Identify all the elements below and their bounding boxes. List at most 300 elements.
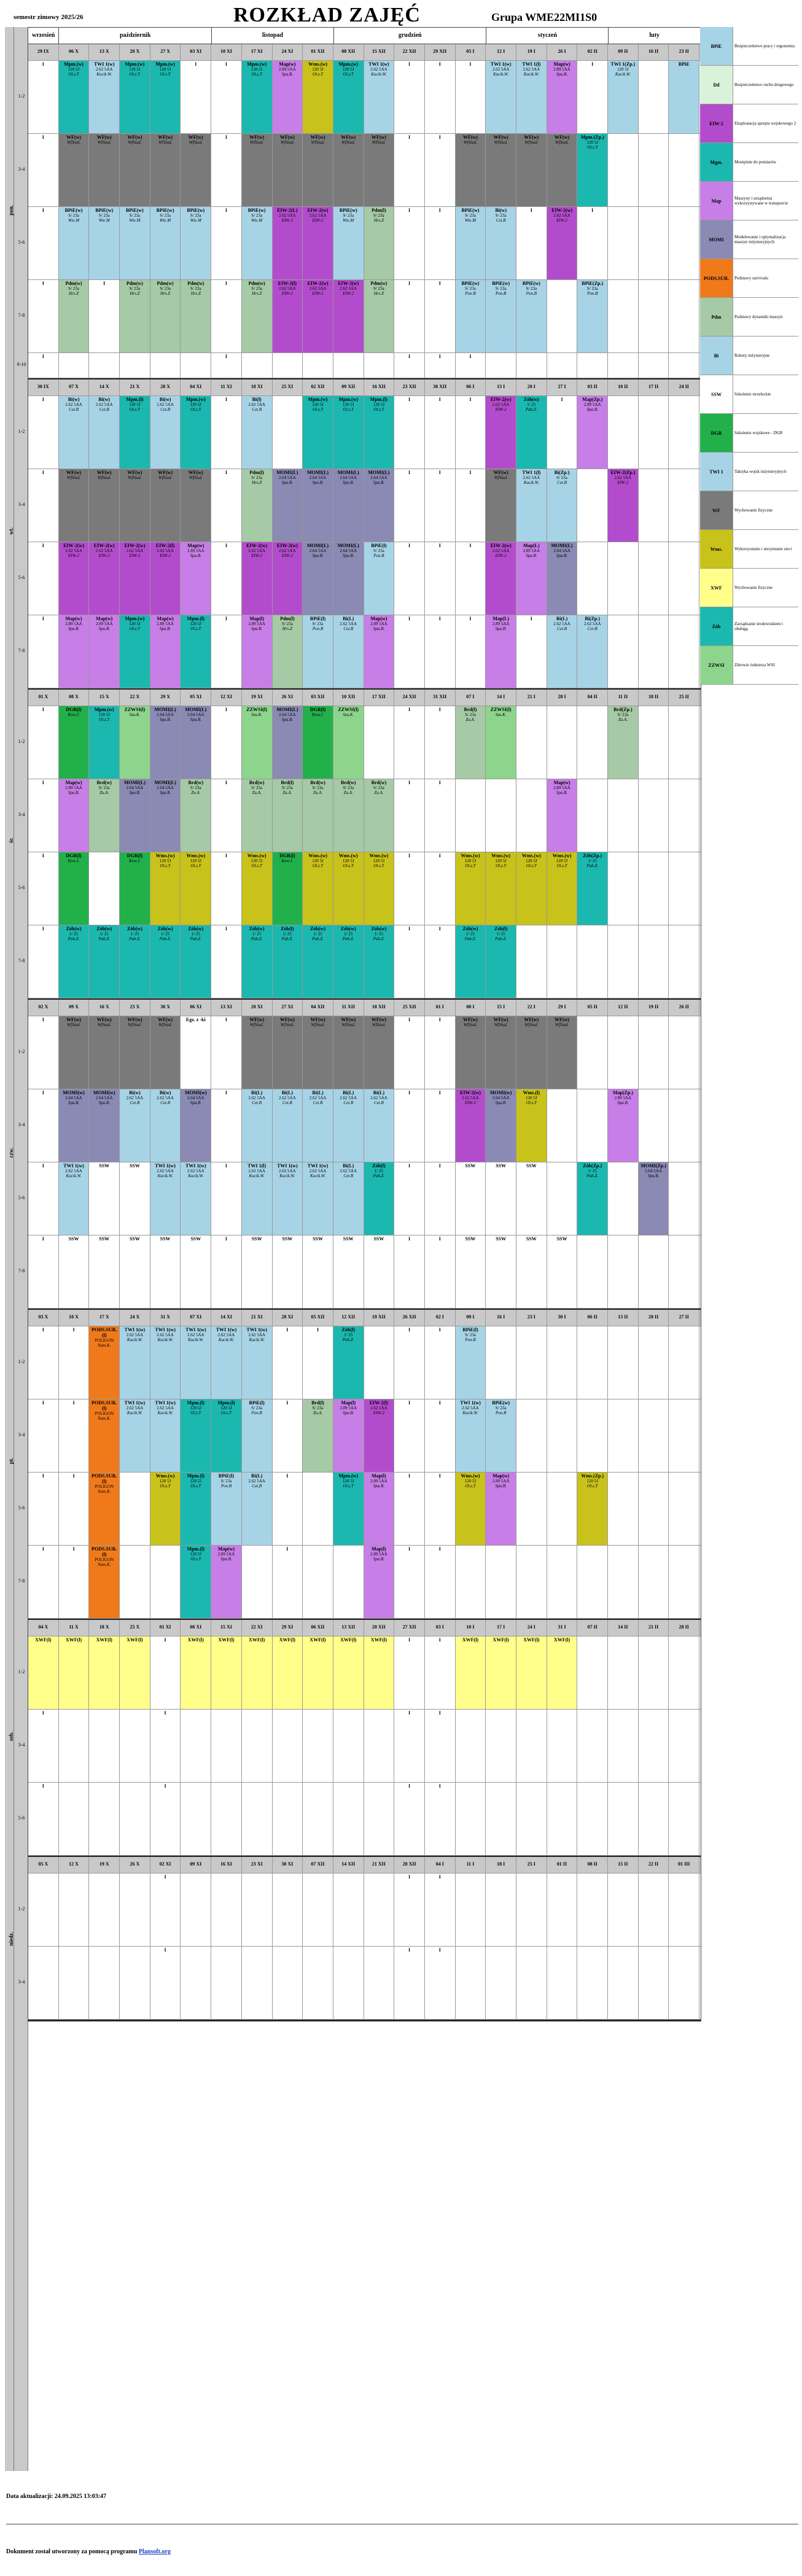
class-cell[interactable] [28,207,59,279]
class-cell[interactable] [364,280,395,352]
class-cell[interactable] [59,706,90,779]
class-cell[interactable] [273,852,303,925]
class-cell[interactable] [394,1546,425,1618]
class-cell[interactable] [120,207,150,279]
class-cell[interactable] [211,1162,242,1235]
class-cell[interactable] [181,852,211,925]
class-cell[interactable] [394,1783,425,1855]
class-cell[interactable] [456,207,486,279]
class-cell[interactable] [150,1326,181,1399]
class-cell[interactable] [120,615,150,688]
class-cell[interactable] [456,1162,486,1235]
class-cell[interactable] [486,1235,516,1308]
class-cell[interactable] [456,542,486,615]
class-cell[interactable] [577,615,608,688]
class-cell[interactable] [394,1326,425,1399]
class-cell[interactable] [516,1235,547,1308]
class-cell[interactable] [89,1089,120,1162]
class-cell[interactable] [456,61,486,133]
class-cell[interactable] [456,1636,486,1709]
class-cell[interactable] [181,61,211,133]
class-cell[interactable] [28,396,59,469]
class-cell[interactable] [394,1947,425,2019]
class-cell[interactable] [181,1016,211,1089]
class-cell[interactable] [303,469,333,542]
class-cell[interactable] [120,1235,150,1308]
class-cell[interactable] [59,615,90,688]
class-cell[interactable] [28,469,59,542]
class-cell[interactable] [364,207,395,279]
class-cell[interactable] [456,396,486,469]
class-cell[interactable] [242,1326,273,1399]
class-cell[interactable] [242,61,273,133]
class-cell[interactable] [547,207,578,279]
class-cell[interactable] [150,1473,181,1545]
class-cell[interactable] [120,925,150,998]
class-cell[interactable] [425,615,456,688]
class-cell[interactable] [242,706,273,779]
class-cell[interactable] [425,542,456,615]
class-cell[interactable] [303,1235,333,1308]
class-cell[interactable] [120,542,150,615]
class-cell[interactable] [364,396,395,469]
class-cell[interactable] [608,469,639,542]
class-cell[interactable] [364,615,395,688]
class-cell[interactable] [273,1636,303,1709]
class-cell[interactable] [120,396,150,469]
class-cell[interactable] [394,1016,425,1089]
class-cell[interactable] [181,1399,211,1472]
class-cell[interactable] [89,542,120,615]
class-cell[interactable] [333,1089,364,1162]
class-cell[interactable] [516,542,547,615]
class-cell[interactable] [28,1326,59,1399]
class-cell[interactable] [28,134,59,206]
class-cell[interactable] [394,280,425,352]
class-cell[interactable] [456,1089,486,1162]
class-cell[interactable] [486,706,516,779]
class-cell[interactable] [150,61,181,133]
class-cell[interactable] [456,469,486,542]
class-cell[interactable] [273,706,303,779]
class-cell[interactable] [364,1473,395,1545]
class-cell[interactable] [394,1710,425,1782]
class-cell[interactable] [486,542,516,615]
class-cell[interactable] [89,207,120,279]
class-cell[interactable] [425,1399,456,1472]
class-cell[interactable] [608,706,639,779]
class-cell[interactable] [120,852,150,925]
class-cell[interactable] [333,852,364,925]
class-cell[interactable] [333,469,364,542]
class-cell[interactable] [120,1089,150,1162]
class-cell[interactable] [303,1326,333,1399]
class-cell[interactable] [28,779,59,852]
class-cell[interactable] [28,706,59,779]
class-cell[interactable] [59,396,90,469]
class-cell[interactable] [364,852,395,925]
class-cell[interactable] [547,61,578,133]
class-cell[interactable] [89,1162,120,1235]
class-cell[interactable] [425,1636,456,1709]
class-cell[interactable] [28,1089,59,1162]
class-cell[interactable] [394,852,425,925]
class-cell[interactable] [181,706,211,779]
class-cell[interactable] [120,1326,150,1399]
class-cell[interactable] [394,925,425,998]
class-cell[interactable] [211,706,242,779]
class-cell[interactable] [425,396,456,469]
class-cell[interactable] [425,1710,456,1782]
class-cell[interactable] [150,925,181,998]
class-cell[interactable] [394,469,425,542]
class-cell[interactable] [211,1546,242,1618]
class-cell[interactable] [333,1399,364,1472]
class-cell[interactable] [59,469,90,542]
class-cell[interactable] [669,61,699,133]
class-cell[interactable] [425,1783,456,1855]
class-cell[interactable] [486,615,516,688]
class-cell[interactable] [28,1162,59,1235]
class-cell[interactable] [456,852,486,925]
class-cell[interactable] [181,1546,211,1618]
class-cell[interactable] [394,396,425,469]
class-cell[interactable] [516,1162,547,1235]
class-cell[interactable] [425,925,456,998]
class-cell[interactable] [211,852,242,925]
class-cell[interactable] [273,925,303,998]
class-cell[interactable] [273,1235,303,1308]
class-cell[interactable] [211,1235,242,1308]
class-cell[interactable] [28,1473,59,1545]
class-cell[interactable] [181,1162,211,1235]
class-cell[interactable] [364,1016,395,1089]
class-cell[interactable] [333,779,364,852]
class-cell[interactable] [333,134,364,206]
class-cell[interactable] [59,1089,90,1162]
class-cell[interactable] [181,134,211,206]
class-cell[interactable] [639,1162,669,1235]
class-cell[interactable] [516,396,547,469]
class-cell[interactable] [333,396,364,469]
class-cell[interactable] [89,134,120,206]
class-cell[interactable] [456,706,486,779]
class-cell[interactable] [28,61,59,133]
class-cell[interactable] [273,134,303,206]
class-cell[interactable] [89,1326,120,1399]
class-cell[interactable] [28,1016,59,1089]
class-cell[interactable] [486,1473,516,1545]
class-cell[interactable] [333,61,364,133]
class-cell[interactable] [425,1235,456,1308]
class-cell[interactable] [486,925,516,998]
class-cell[interactable] [486,469,516,542]
class-cell[interactable] [577,207,608,279]
class-cell[interactable] [211,1016,242,1089]
class-cell[interactable] [516,207,547,279]
class-cell[interactable] [242,852,273,925]
class-cell[interactable] [456,353,486,378]
class-cell[interactable] [181,396,211,469]
class-cell[interactable] [242,1235,273,1308]
class-cell[interactable] [486,1089,516,1162]
class-cell[interactable] [273,542,303,615]
class-cell[interactable] [425,61,456,133]
class-cell[interactable] [28,1710,59,1782]
class-cell[interactable] [486,1162,516,1235]
class-cell[interactable] [211,469,242,542]
class-cell[interactable] [547,396,578,469]
class-cell[interactable] [303,615,333,688]
class-cell[interactable] [242,1089,273,1162]
class-cell[interactable] [181,469,211,542]
class-cell[interactable] [120,779,150,852]
class-cell[interactable] [333,1326,364,1399]
class-cell[interactable] [364,1399,395,1472]
class-cell[interactable] [303,1016,333,1089]
class-cell[interactable] [547,542,578,615]
class-cell[interactable] [273,469,303,542]
class-cell[interactable] [425,353,456,378]
class-cell[interactable] [28,925,59,998]
class-cell[interactable] [333,1235,364,1308]
class-cell[interactable] [120,280,150,352]
class-cell[interactable] [273,1162,303,1235]
class-cell[interactable] [364,1235,395,1308]
class-cell[interactable] [273,779,303,852]
class-cell[interactable] [456,1235,486,1308]
class-cell[interactable] [89,1399,120,1472]
class-cell[interactable] [211,1326,242,1399]
class-cell[interactable] [211,353,242,378]
class-cell[interactable] [577,1473,608,1545]
class-cell[interactable] [516,615,547,688]
class-cell[interactable] [456,134,486,206]
class-cell[interactable] [394,615,425,688]
class-cell[interactable] [181,925,211,998]
class-cell[interactable] [211,1089,242,1162]
class-cell[interactable] [425,779,456,852]
class-cell[interactable] [211,615,242,688]
class-cell[interactable] [59,280,90,352]
class-cell[interactable] [150,1162,181,1235]
class-cell[interactable] [89,1546,120,1618]
class-cell[interactable] [89,280,120,352]
class-cell[interactable] [150,706,181,779]
class-cell[interactable] [59,852,90,925]
class-cell[interactable] [364,61,395,133]
class-cell[interactable] [486,1399,516,1472]
class-cell[interactable] [394,1473,425,1545]
class-cell[interactable] [181,1473,211,1545]
class-cell[interactable] [150,1235,181,1308]
class-cell[interactable] [394,1162,425,1235]
class-cell[interactable] [28,1399,59,1472]
class-cell[interactable] [333,1473,364,1545]
class-cell[interactable] [242,1016,273,1089]
class-cell[interactable] [120,469,150,542]
class-cell[interactable] [242,134,273,206]
class-cell[interactable] [28,1783,59,1855]
class-cell[interactable] [150,469,181,542]
class-cell[interactable] [242,1473,273,1545]
class-cell[interactable] [59,1636,90,1709]
class-cell[interactable] [273,1089,303,1162]
class-cell[interactable] [181,542,211,615]
class-cell[interactable] [364,1089,395,1162]
class-cell[interactable] [181,1089,211,1162]
class-cell[interactable] [547,1636,578,1709]
class-cell[interactable] [59,925,90,998]
class-cell[interactable] [59,1162,90,1235]
class-cell[interactable] [364,469,395,542]
class-cell[interactable] [333,1162,364,1235]
class-cell[interactable] [242,1399,273,1472]
class-cell[interactable] [59,542,90,615]
class-cell[interactable] [364,1162,395,1235]
class-cell[interactable] [425,207,456,279]
class-cell[interactable] [120,706,150,779]
class-cell[interactable] [242,615,273,688]
class-cell[interactable] [303,852,333,925]
class-cell[interactable] [394,779,425,852]
class-cell[interactable] [150,207,181,279]
class-cell[interactable] [89,1016,120,1089]
class-cell[interactable] [456,1326,486,1399]
class-cell[interactable] [394,353,425,378]
class-cell[interactable] [394,207,425,279]
class-cell[interactable] [364,779,395,852]
class-cell[interactable] [303,207,333,279]
class-cell[interactable] [211,134,242,206]
class-cell[interactable] [547,1016,578,1089]
class-cell[interactable] [364,925,395,998]
class-cell[interactable] [486,61,516,133]
class-cell[interactable] [425,852,456,925]
class-cell[interactable] [28,615,59,688]
class-cell[interactable] [273,1016,303,1089]
class-cell[interactable] [456,925,486,998]
class-cell[interactable] [150,396,181,469]
class-cell[interactable] [425,1162,456,1235]
class-cell[interactable] [273,61,303,133]
class-cell[interactable] [486,207,516,279]
class-cell[interactable] [516,1016,547,1089]
class-cell[interactable] [303,134,333,206]
class-cell[interactable] [150,1636,181,1709]
class-cell[interactable] [273,207,303,279]
class-cell[interactable] [364,542,395,615]
class-cell[interactable] [425,1089,456,1162]
class-cell[interactable] [425,134,456,206]
class-cell[interactable] [456,615,486,688]
class-cell[interactable] [28,1546,59,1618]
class-cell[interactable] [456,280,486,352]
class-cell[interactable] [181,207,211,279]
class-cell[interactable] [394,542,425,615]
class-cell[interactable] [303,925,333,998]
class-cell[interactable] [150,1016,181,1089]
class-cell[interactable] [303,706,333,779]
class-cell[interactable] [456,1473,486,1545]
class-cell[interactable] [425,706,456,779]
class-cell[interactable] [150,1089,181,1162]
class-cell[interactable] [516,134,547,206]
class-cell[interactable] [577,852,608,925]
class-cell[interactable] [456,1399,486,1472]
class-cell[interactable] [150,1710,181,1782]
class-cell[interactable] [211,779,242,852]
class-cell[interactable] [89,61,120,133]
class-cell[interactable] [577,280,608,352]
class-cell[interactable] [150,852,181,925]
class-cell[interactable] [303,280,333,352]
class-cell[interactable] [242,207,273,279]
class-cell[interactable] [89,615,120,688]
class-cell[interactable] [333,925,364,998]
class-cell[interactable] [547,852,578,925]
class-cell[interactable] [303,396,333,469]
class-cell[interactable] [28,1235,59,1308]
class-cell[interactable] [425,280,456,352]
class-cell[interactable] [120,1016,150,1089]
class-cell[interactable] [425,469,456,542]
class-cell[interactable] [303,61,333,133]
class-cell[interactable] [456,1016,486,1089]
class-cell[interactable] [394,1089,425,1162]
class-cell[interactable] [577,134,608,206]
class-cell[interactable] [28,542,59,615]
class-cell[interactable] [547,615,578,688]
class-cell[interactable] [120,1399,150,1472]
class-cell[interactable] [89,469,120,542]
class-cell[interactable] [211,1636,242,1709]
class-cell[interactable] [150,615,181,688]
class-cell[interactable] [242,542,273,615]
class-cell[interactable] [120,1162,150,1235]
class-cell[interactable] [333,706,364,779]
class-cell[interactable] [89,779,120,852]
class-cell[interactable] [120,1636,150,1709]
class-cell[interactable] [608,61,639,133]
class-cell[interactable] [425,1016,456,1089]
class-cell[interactable] [28,852,59,925]
class-cell[interactable] [273,1473,303,1545]
class-cell[interactable] [242,280,273,352]
class-cell[interactable] [59,207,90,279]
class-cell[interactable] [150,134,181,206]
class-cell[interactable] [89,925,120,998]
class-cell[interactable] [181,615,211,688]
class-cell[interactable] [394,134,425,206]
class-cell[interactable] [425,1947,456,2019]
class-cell[interactable] [211,396,242,469]
class-cell[interactable] [211,61,242,133]
class-cell[interactable] [242,396,273,469]
class-cell[interactable] [89,1636,120,1709]
class-cell[interactable] [394,706,425,779]
class-cell[interactable] [333,1016,364,1089]
class-cell[interactable] [425,1874,456,1946]
class-cell[interactable] [211,207,242,279]
class-cell[interactable] [59,1399,90,1472]
class-cell[interactable] [333,280,364,352]
class-cell[interactable] [273,615,303,688]
class-cell[interactable] [211,925,242,998]
class-cell[interactable] [577,1162,608,1235]
class-cell[interactable] [577,61,608,133]
class-cell[interactable] [364,1636,395,1709]
